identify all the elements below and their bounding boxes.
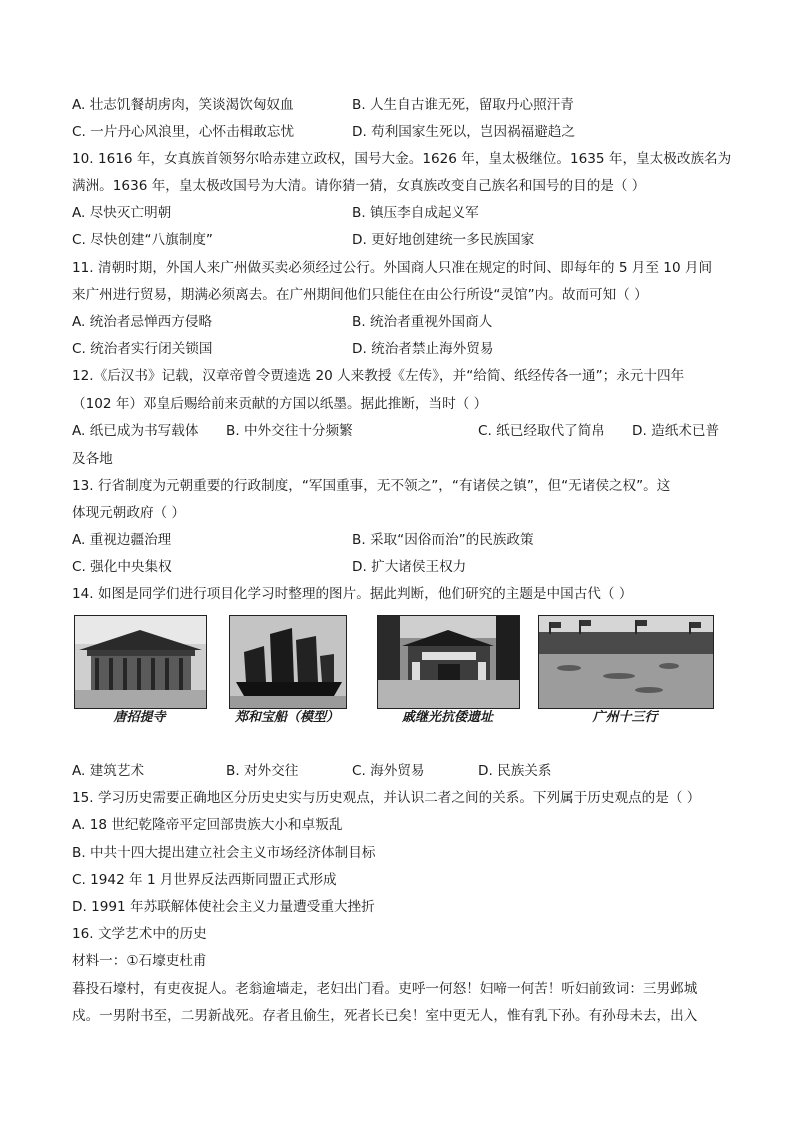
q12-option-d: D. 造纸术已普 (632, 423, 720, 439)
q15-option-c: C. 1942 年 1 月世界反法西斯同盟正式形成 (72, 872, 337, 888)
q12-option-c: C. 纸已经取代了简帛 (478, 423, 605, 439)
q11-stem-line2: 来广州进行贸易，期满必须离去。在广州期间他们只能住在由公行所设“灵馆”内。故而可知（ ） (72, 287, 648, 303)
q16-stem: 16. 文学艺术中的历史 (72, 926, 207, 942)
caption-qi-jiguang-site: 戚继光抗倭遗址 (401, 710, 493, 725)
q10-stem-line1: 10. 1616 年，女真族首领努尔哈赤建立政权，国号大金。1626 年，皇太极继位。1635 年，皇太极改族名为 (72, 151, 732, 167)
q14-option-c: C. 海外贸易 (352, 763, 425, 779)
q10-option-b: B. 镇压李自成起义军 (352, 205, 479, 221)
caption-zheng-he-ship: 郑和宝船（模型） (234, 710, 339, 725)
q14-option-a: A. 建筑艺术 (72, 763, 145, 779)
q12-stem-line1: 12.《后汉书》记载，汉章帝曾令贾逵选 20 人来教授《左传》，并“给简、纸经传各一通”；永元十四年 (72, 368, 685, 384)
q13-option-d: D. 扩大诸侯王权力 (352, 559, 467, 575)
zheng-he-treasure-ship-image (229, 615, 347, 709)
q14-option-b: B. 对外交往 (226, 763, 299, 779)
q13-stem-line2: 体现元朝政府（ ） (72, 505, 186, 521)
q13-option-a: A. 重视边疆治理 (72, 532, 172, 548)
q16-poem-line1: 暮投石壕村，有吏夜捉人。老翁逾墙走，老妇出门看。吏呼一何怒！妇啼一何苦！听妇前致词：三男邺城 (72, 981, 698, 997)
q13-stem-line1: 13. 行省制度为元朝重要的行政制度，“军国重事，无不领之”，“有诸侯之镇”，但“无诸侯之权”。这 (72, 478, 671, 494)
q12-option-d-continued: 及各地 (72, 451, 113, 467)
q11-option-b: B. 统治者重视外国商人 (352, 314, 493, 330)
q9-option-a: A. 壮志饥餐胡虏肉，笑谈渴饮匈奴血 (72, 97, 294, 113)
q12-stem-line2: （102 年）邓皇后赐给前来贡献的方国以纸墨。据此推断，当时（ ） (72, 396, 488, 412)
q10-stem-line2: 满洲。1636 年，皇太极改国号为大清。请你猜一猜，女真族改变自己族名和国号的目的是（ ） (72, 178, 646, 194)
q11-option-a: A. 统治者忌惮西方侵略 (72, 314, 213, 330)
q15-option-a: A. 18 世纪乾隆帝平定回部贵族大小和卓叛乱 (72, 817, 343, 833)
q9-option-b: B. 人生自古谁无死，留取丹心照汗青 (352, 97, 574, 113)
q9-option-c: C. 一片丹心风浪里，心怀击楫敢忘忧 (72, 124, 295, 140)
q10-option-a: A. 尽快灭亡明朝 (72, 205, 172, 221)
q14-option-d: D. 民族关系 (478, 763, 552, 779)
q9-option-d: D. 苟利国家生死以，岂因祸福避趋之 (352, 124, 576, 140)
q11-option-d: D. 统治者禁止海外贸易 (352, 341, 494, 357)
qi-jiguang-site-image (377, 615, 520, 709)
q10-option-c: C. 尽快创建“八旗制度” (72, 232, 213, 248)
tang-zhaoti-temple-image (74, 615, 207, 709)
q15-option-b: B. 中共十四大提出建立社会主义市场经济体制目标 (72, 845, 376, 861)
q15-option-d: D. 1991 年苏联解体使社会主义力量遭受重大挫折 (72, 899, 375, 915)
q13-option-c: C. 强化中央集权 (72, 559, 172, 575)
caption-tang-zhaoti-temple: 唐招提寺 (113, 710, 166, 725)
q12-option-b: B. 中外交往十分频繁 (226, 423, 353, 439)
q16-material-title: 材料一：①石壕吏杜甫 (72, 953, 207, 969)
q11-option-c: C. 统治者实行闭关锁国 (72, 341, 213, 357)
q15-stem: 15. 学习历史需要正确地区分历史史实与历史观点，并认识二者之间的关系。下列属于历史观点的是（ ） (72, 790, 701, 806)
q12-option-a: A. 纸已成为书写载体 (72, 423, 199, 439)
canton-thirteen-factories-image (538, 615, 714, 709)
q11-stem-line1: 11. 清朝时期，外国人来广州做买卖必须经过公行。外国商人只准在规定的时间、即每年的 5 月至 10 月间 (72, 260, 713, 276)
caption-canton-thirteen-factories: 广州十三行 (592, 710, 658, 725)
q13-option-b: B. 采取“因俗而治”的民族政策 (352, 532, 534, 548)
q10-option-d: D. 更好地创建统一多民族国家 (352, 232, 535, 248)
q14-stem: 14. 如图是同学们进行项目化学习时整理的图片。据此判断，他们研究的主题是中国古代（ ） (72, 586, 633, 602)
q16-poem-line2: 戍。一男附书至，二男新战死。存者且偷生，死者长已矣！室中更无人，惟有乳下孙。有孙母未去，出入 (72, 1008, 698, 1024)
